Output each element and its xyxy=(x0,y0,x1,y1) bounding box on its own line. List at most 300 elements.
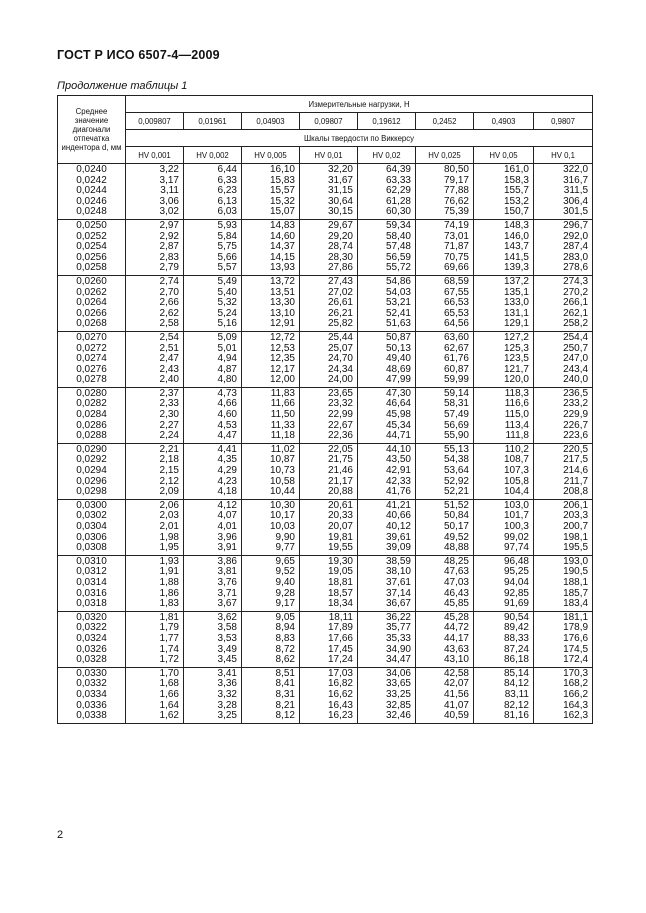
load-header-cell: 0,009807 xyxy=(126,113,184,130)
hardness-cell xyxy=(184,164,242,220)
diagonal-value: 0,0320 xyxy=(76,611,107,623)
hardness-value: 53,64 xyxy=(443,465,469,477)
diagonal-value: 0,0266 xyxy=(76,307,107,319)
hardness-value: 18,81 xyxy=(327,576,353,588)
hardness-value: 46,43 xyxy=(443,587,469,599)
scale-header-cell: HV 0,02 xyxy=(358,147,416,164)
hardness-value: 9,28 xyxy=(275,587,295,599)
diagonal-value: 0,0262 xyxy=(76,286,107,298)
load-header-cell: 0,01961 xyxy=(184,113,242,130)
diagonal-value: 0,0246 xyxy=(76,195,107,207)
hardness-value: 59,34 xyxy=(385,219,411,231)
hardness-value: 4,35 xyxy=(217,454,237,466)
hardness-value: 6,03 xyxy=(217,206,237,218)
diagonal-value: 0,0308 xyxy=(76,542,107,554)
hardness-value: 23,65 xyxy=(327,387,353,399)
hardness-value: 17,03 xyxy=(327,667,353,679)
hardness-value: 116,6 xyxy=(504,398,529,410)
hardness-value: 5,01 xyxy=(217,342,237,354)
diagonal-value: 0,0294 xyxy=(76,465,107,477)
diagonal-value: 0,0288 xyxy=(76,430,107,442)
hardness-value: 24,70 xyxy=(327,353,353,365)
hardness-value: 22,05 xyxy=(327,443,353,455)
hardness-cell xyxy=(300,443,358,499)
diagonal-value: 0,0298 xyxy=(76,486,107,498)
scale-header-cell: HV 0,001 xyxy=(126,147,184,164)
hardness-value: 33,25 xyxy=(385,688,411,700)
diagonal-value: 0,0318 xyxy=(76,598,107,610)
diagonal-cell xyxy=(58,219,126,275)
scale-header-cell: HV 0,01 xyxy=(300,147,358,164)
hardness-value: 62,67 xyxy=(443,342,469,354)
hardness-cell xyxy=(534,387,593,443)
table-row-group xyxy=(58,331,593,387)
scale-header-cell: HV 0,002 xyxy=(184,147,242,164)
hardness-value: 36,67 xyxy=(385,598,411,610)
hardness-value: 3,53 xyxy=(217,632,237,644)
hardness-cell xyxy=(474,611,534,667)
hardness-cell xyxy=(416,164,474,220)
hardness-value: 3,11 xyxy=(160,185,179,197)
hardness-value: 4,23 xyxy=(217,475,237,487)
diagonal-value: 0,0240 xyxy=(76,164,107,175)
table-row-group xyxy=(58,164,593,220)
hardness-cell xyxy=(242,219,300,275)
hardness-value: 27,86 xyxy=(327,262,353,274)
hardness-value: 2,37 xyxy=(159,387,179,399)
hardness-value: 13,30 xyxy=(269,297,295,309)
hardness-value: 15,32 xyxy=(269,195,295,207)
hardness-value: 2,43 xyxy=(159,363,179,375)
hardness-value: 233,2 xyxy=(563,398,589,410)
hardness-value: 1,79 xyxy=(159,622,179,634)
hardness-value: 60,87 xyxy=(443,363,469,375)
hardness-value: 91,69 xyxy=(503,598,529,610)
hardness-value: 2,33 xyxy=(159,398,179,410)
hardness-value: 1,77 xyxy=(159,632,179,644)
hardness-cell xyxy=(242,499,300,555)
hardness-value: 71,87 xyxy=(443,241,469,253)
hardness-value: 40,59 xyxy=(443,710,469,722)
hardness-value: 14,60 xyxy=(269,230,295,242)
hardness-value: 11,33 xyxy=(270,419,295,431)
hardness-cell xyxy=(474,555,534,611)
hardness-value: 64,39 xyxy=(385,164,411,175)
hardness-cell xyxy=(534,219,593,275)
hardness-value: 9,65 xyxy=(275,555,295,567)
load-header-cell: 0,19612 xyxy=(358,113,416,130)
hardness-value: 79,17 xyxy=(443,174,469,186)
hardness-value: 59,14 xyxy=(443,387,469,399)
diagonal-value: 0,0330 xyxy=(76,667,107,679)
hardness-value: 5,24 xyxy=(217,307,237,319)
hardness-value: 17,89 xyxy=(327,622,353,634)
page-number: 2 xyxy=(57,829,64,841)
hardness-value: 16,10 xyxy=(269,164,295,175)
hardness-value: 4,94 xyxy=(217,353,237,365)
diagonal-value: 0,0314 xyxy=(76,576,107,588)
diagonal-value: 0,0310 xyxy=(76,555,107,567)
loads-group-header: Измерительные нагрузки, Н xyxy=(126,96,593,113)
hardness-cell xyxy=(242,387,300,443)
hardness-value: 42,07 xyxy=(443,678,469,690)
hardness-value: 5,40 xyxy=(217,286,237,298)
hardness-value: 105,8 xyxy=(503,475,529,487)
hardness-value: 2,87 xyxy=(159,241,179,253)
hardness-value: 153,2 xyxy=(503,195,529,207)
table-row-group xyxy=(58,555,593,611)
hardness-cell xyxy=(416,331,474,387)
hardness-value: 42,33 xyxy=(385,475,411,487)
hardness-value: 125,3 xyxy=(503,342,529,354)
diagonal-cell xyxy=(58,555,126,611)
hardness-value: 47,30 xyxy=(385,387,411,399)
hardness-cell xyxy=(300,499,358,555)
diagonal-value: 0,0254 xyxy=(76,241,107,253)
hardness-value: 76,62 xyxy=(443,195,469,207)
diagonal-value: 0,0244 xyxy=(76,185,107,197)
hardness-cell xyxy=(300,611,358,667)
hardness-value: 274,3 xyxy=(563,275,589,287)
diagonal-value: 0,0326 xyxy=(76,643,107,655)
hardness-value: 4,12 xyxy=(217,499,237,511)
hardness-value: 45,98 xyxy=(385,409,411,421)
hardness-value: 4,73 xyxy=(217,387,237,399)
hardness-table xyxy=(57,95,593,724)
hardness-value: 50,87 xyxy=(385,331,411,343)
hardness-value: 8,41 xyxy=(275,678,295,690)
hardness-value: 38,10 xyxy=(385,566,411,578)
hardness-value: 110,2 xyxy=(504,443,529,455)
hardness-value: 54,86 xyxy=(385,275,411,287)
hardness-value: 34,06 xyxy=(385,667,411,679)
hardness-value: 146,0 xyxy=(503,230,529,242)
hardness-value: 229,9 xyxy=(563,409,589,421)
load-header-cell: 0,09807 xyxy=(300,113,358,130)
hardness-value: 127,2 xyxy=(503,331,529,343)
hardness-value: 3,02 xyxy=(159,206,179,218)
hardness-value: 3,32 xyxy=(217,688,237,700)
hardness-cell xyxy=(242,331,300,387)
hardness-value: 18,57 xyxy=(327,587,353,599)
diagonal-value: 0,0312 xyxy=(76,566,107,578)
hardness-cell xyxy=(416,443,474,499)
hardness-value: 3,25 xyxy=(217,710,237,722)
hardness-value: 306,4 xyxy=(563,195,589,207)
hardness-value: 8,94 xyxy=(275,622,295,634)
hardness-value: 40,12 xyxy=(385,521,411,532)
hardness-cell xyxy=(184,331,242,387)
hardness-value: 161,0 xyxy=(503,164,529,175)
hardness-value: 4,07 xyxy=(217,510,237,522)
diagonal-value: 0,0278 xyxy=(76,374,107,386)
hardness-cell xyxy=(416,667,474,723)
hardness-value: 108,7 xyxy=(503,454,529,466)
hardness-value: 28,74 xyxy=(327,241,353,253)
hardness-value: 8,12 xyxy=(275,710,295,722)
hardness-value: 25,82 xyxy=(327,318,353,330)
hardness-value: 120,0 xyxy=(503,374,529,386)
hardness-value: 107,3 xyxy=(503,465,529,477)
hardness-value: 81,16 xyxy=(503,710,529,722)
diagonal-value: 0,0304 xyxy=(76,521,107,532)
hardness-value: 16,23 xyxy=(327,710,353,722)
hardness-value: 85,14 xyxy=(503,667,529,679)
hardness-value: 258,2 xyxy=(563,318,589,330)
hardness-value: 77,88 xyxy=(443,185,469,197)
hardness-cell xyxy=(126,555,184,611)
hardness-cell xyxy=(184,219,242,275)
hardness-cell xyxy=(242,611,300,667)
hardness-value: 39,61 xyxy=(385,531,411,543)
hardness-cell xyxy=(474,219,534,275)
diagonal-cell xyxy=(58,387,126,443)
hardness-cell xyxy=(184,555,242,611)
hardness-value: 9,05 xyxy=(275,611,295,623)
hardness-value: 322,0 xyxy=(563,164,589,175)
hardness-value: 14,15 xyxy=(269,251,295,263)
hardness-cell xyxy=(358,331,416,387)
hardness-value: 57,48 xyxy=(385,241,411,253)
table-body xyxy=(58,164,593,724)
hardness-value: 1,62 xyxy=(159,710,179,722)
hardness-value: 139,3 xyxy=(503,262,529,274)
hardness-value: 18,34 xyxy=(327,598,353,610)
hardness-value: 4,41 xyxy=(217,443,237,455)
hardness-value: 46,64 xyxy=(385,398,411,410)
hardness-cell xyxy=(242,667,300,723)
hardness-value: 11,18 xyxy=(270,430,295,442)
hardness-value: 58,31 xyxy=(443,398,469,410)
diagonal-value: 0,0274 xyxy=(76,353,107,365)
hardness-value: 48,25 xyxy=(443,555,469,567)
hardness-cell xyxy=(474,499,534,555)
diagonal-value: 0,0260 xyxy=(76,275,107,287)
hardness-cell xyxy=(300,555,358,611)
hardness-cell xyxy=(300,331,358,387)
hardness-value: 208,8 xyxy=(563,486,589,498)
hardness-value: 1,98 xyxy=(159,531,179,543)
hardness-value: 9,77 xyxy=(275,542,295,554)
hardness-value: 2,40 xyxy=(159,374,179,386)
diagonal-value: 0,0286 xyxy=(76,419,107,431)
hardness-value: 13,93 xyxy=(269,262,295,274)
hardness-value: 38,59 xyxy=(385,555,411,567)
hardness-value: 123,5 xyxy=(503,353,529,365)
hardness-value: 43,10 xyxy=(443,654,469,666)
hardness-cell xyxy=(474,443,534,499)
load-header-cell: 0,04903 xyxy=(242,113,300,130)
hardness-value: 247,0 xyxy=(563,353,589,365)
hardness-value: 47,99 xyxy=(385,374,411,386)
hardness-value: 129,1 xyxy=(503,318,529,330)
hardness-value: 1,68 xyxy=(159,678,179,690)
hardness-value: 41,21 xyxy=(385,499,411,511)
hardness-value: 301,5 xyxy=(563,206,589,218)
hardness-value: 10,87 xyxy=(269,454,295,466)
hardness-value: 3,58 xyxy=(217,622,237,634)
hardness-value: 3,81 xyxy=(217,566,237,578)
hardness-value: 88,33 xyxy=(503,632,529,644)
hardness-value: 10,44 xyxy=(269,486,295,498)
hardness-cell xyxy=(126,164,184,220)
hardness-value: 3,96 xyxy=(217,531,237,543)
hardness-value: 3,71 xyxy=(217,587,237,599)
hardness-value: 2,06 xyxy=(159,499,179,511)
hardness-cell xyxy=(474,275,534,331)
hardness-cell xyxy=(358,164,416,220)
hardness-cell xyxy=(300,275,358,331)
hardness-value: 56,59 xyxy=(385,251,411,263)
hardness-value: 2,62 xyxy=(159,307,179,319)
hardness-cell xyxy=(358,387,416,443)
diagonal-cell xyxy=(58,331,126,387)
hardness-value: 100,3 xyxy=(503,521,529,532)
hardness-value: 1,83 xyxy=(159,598,179,610)
hardness-value: 2,54 xyxy=(159,331,179,343)
hardness-value: 3,76 xyxy=(217,576,237,588)
hardness-value: 115,0 xyxy=(504,409,529,421)
hardness-value: 174,5 xyxy=(563,643,589,655)
hardness-value: 74,19 xyxy=(443,219,469,231)
hardness-value: 19,81 xyxy=(327,531,353,543)
diagonal-cell xyxy=(58,499,126,555)
hardness-value: 31,15 xyxy=(327,185,353,197)
hardness-value: 292,0 xyxy=(563,230,589,242)
hardness-value: 3,49 xyxy=(217,643,237,655)
hardness-cell xyxy=(300,164,358,220)
hardness-value: 50,17 xyxy=(443,521,469,532)
table-row-group xyxy=(58,275,593,331)
hardness-value: 103,0 xyxy=(503,499,529,511)
hardness-value: 12,53 xyxy=(269,342,295,354)
hardness-value: 155,7 xyxy=(503,185,529,197)
hardness-value: 3,67 xyxy=(217,598,237,610)
hardness-value: 13,10 xyxy=(269,307,295,319)
hardness-value: 1,70 xyxy=(159,667,179,679)
hardness-value: 61,28 xyxy=(385,195,411,207)
hardness-cell xyxy=(358,443,416,499)
hardness-value: 15,07 xyxy=(269,206,295,218)
loads-row xyxy=(58,113,593,130)
hardness-value: 22,36 xyxy=(327,430,353,442)
diagonal-value: 0,0328 xyxy=(76,654,107,666)
hardness-value: 66,53 xyxy=(443,297,469,309)
hardness-value: 118,3 xyxy=(504,387,529,399)
hardness-value: 86,18 xyxy=(503,654,529,666)
hardness-cell xyxy=(126,443,184,499)
hardness-cell xyxy=(358,611,416,667)
hardness-value: 3,62 xyxy=(217,611,237,623)
hardness-value: 52,21 xyxy=(443,486,469,498)
hardness-value: 96,48 xyxy=(503,555,529,567)
table-row-group xyxy=(58,443,593,499)
hardness-value: 17,45 xyxy=(327,643,353,655)
hardness-value: 203,3 xyxy=(563,510,589,522)
hardness-value: 32,46 xyxy=(385,710,411,722)
hardness-cell xyxy=(358,499,416,555)
hardness-value: 14,83 xyxy=(269,219,295,231)
hardness-value: 21,75 xyxy=(327,454,353,466)
hardness-cell xyxy=(242,555,300,611)
hardness-value: 69,66 xyxy=(443,262,469,274)
hardness-value: 5,93 xyxy=(217,219,237,231)
hardness-value: 43,50 xyxy=(385,454,411,466)
hardness-value: 188,1 xyxy=(563,576,589,588)
hardness-value: 61,76 xyxy=(443,353,469,365)
hardness-value: 2,92 xyxy=(159,230,179,242)
hardness-value: 44,17 xyxy=(443,632,469,644)
hardness-value: 2,09 xyxy=(159,486,179,498)
diagonal-cell xyxy=(58,443,126,499)
hardness-value: 2,74 xyxy=(159,275,179,287)
hardness-cell xyxy=(184,499,242,555)
hardness-value: 2,47 xyxy=(159,353,179,365)
hardness-value: 21,46 xyxy=(327,465,353,477)
hardness-cell xyxy=(358,555,416,611)
hardness-cell xyxy=(184,275,242,331)
hardness-value: 19,30 xyxy=(327,555,353,567)
hardness-value: 195,5 xyxy=(563,542,589,554)
hardness-value: 50,13 xyxy=(385,342,411,354)
hardness-value: 211,7 xyxy=(563,475,589,487)
hardness-value: 17,24 xyxy=(327,654,353,666)
diagonal-value: 0,0336 xyxy=(76,699,107,711)
hardness-value: 22,99 xyxy=(327,409,353,421)
hardness-value: 3,45 xyxy=(217,654,237,666)
hardness-value: 2,83 xyxy=(159,251,179,263)
diagonal-value: 0,0290 xyxy=(76,443,107,455)
hardness-value: 58,40 xyxy=(385,230,411,242)
hardness-value: 206,1 xyxy=(563,499,589,511)
hardness-value: 316,7 xyxy=(563,174,589,186)
hardness-value: 48,69 xyxy=(385,363,411,375)
hardness-value: 137,2 xyxy=(503,275,529,287)
hardness-value: 4,47 xyxy=(217,430,237,442)
hardness-value: 1,64 xyxy=(159,699,179,711)
diagonal-value: 0,0264 xyxy=(76,297,107,309)
hardness-value: 19,05 xyxy=(327,566,353,578)
hardness-cell xyxy=(126,611,184,667)
hardness-value: 8,62 xyxy=(275,654,295,666)
diagonal-value: 0,0302 xyxy=(76,510,107,522)
diagonal-value: 0,0276 xyxy=(76,363,107,375)
hardness-value: 226,7 xyxy=(563,419,589,431)
hardness-value: 1,88 xyxy=(159,576,179,588)
hardness-value: 131,1 xyxy=(503,307,529,319)
hardness-cell xyxy=(416,387,474,443)
hardness-value: 33,65 xyxy=(385,678,411,690)
scale-header-cell: HV 0,1 xyxy=(534,147,593,164)
hardness-value: 10,73 xyxy=(269,465,295,477)
hardness-value: 42,91 xyxy=(385,465,411,477)
hardness-value: 16,62 xyxy=(327,688,353,700)
hardness-value: 166,2 xyxy=(563,688,589,700)
hardness-value: 31,67 xyxy=(327,174,353,186)
hardness-value: 190,5 xyxy=(563,566,589,578)
hardness-value: 75,39 xyxy=(443,206,469,218)
hardness-value: 121,7 xyxy=(503,363,529,375)
diagonal-column-header: Среднее значение диагонали отпечатка индентора d, мм xyxy=(58,96,126,164)
hardness-cell xyxy=(184,443,242,499)
hardness-value: 262,1 xyxy=(563,307,589,319)
hardness-value: 10,03 xyxy=(269,521,295,532)
hardness-value: 8,21 xyxy=(275,699,295,711)
hardness-value: 9,90 xyxy=(275,531,295,543)
scales-group-header: Шкалы твердости по Виккерсу xyxy=(126,130,593,147)
hardness-value: 1,74 xyxy=(159,643,179,655)
hardness-value: 4,01 xyxy=(217,521,237,532)
